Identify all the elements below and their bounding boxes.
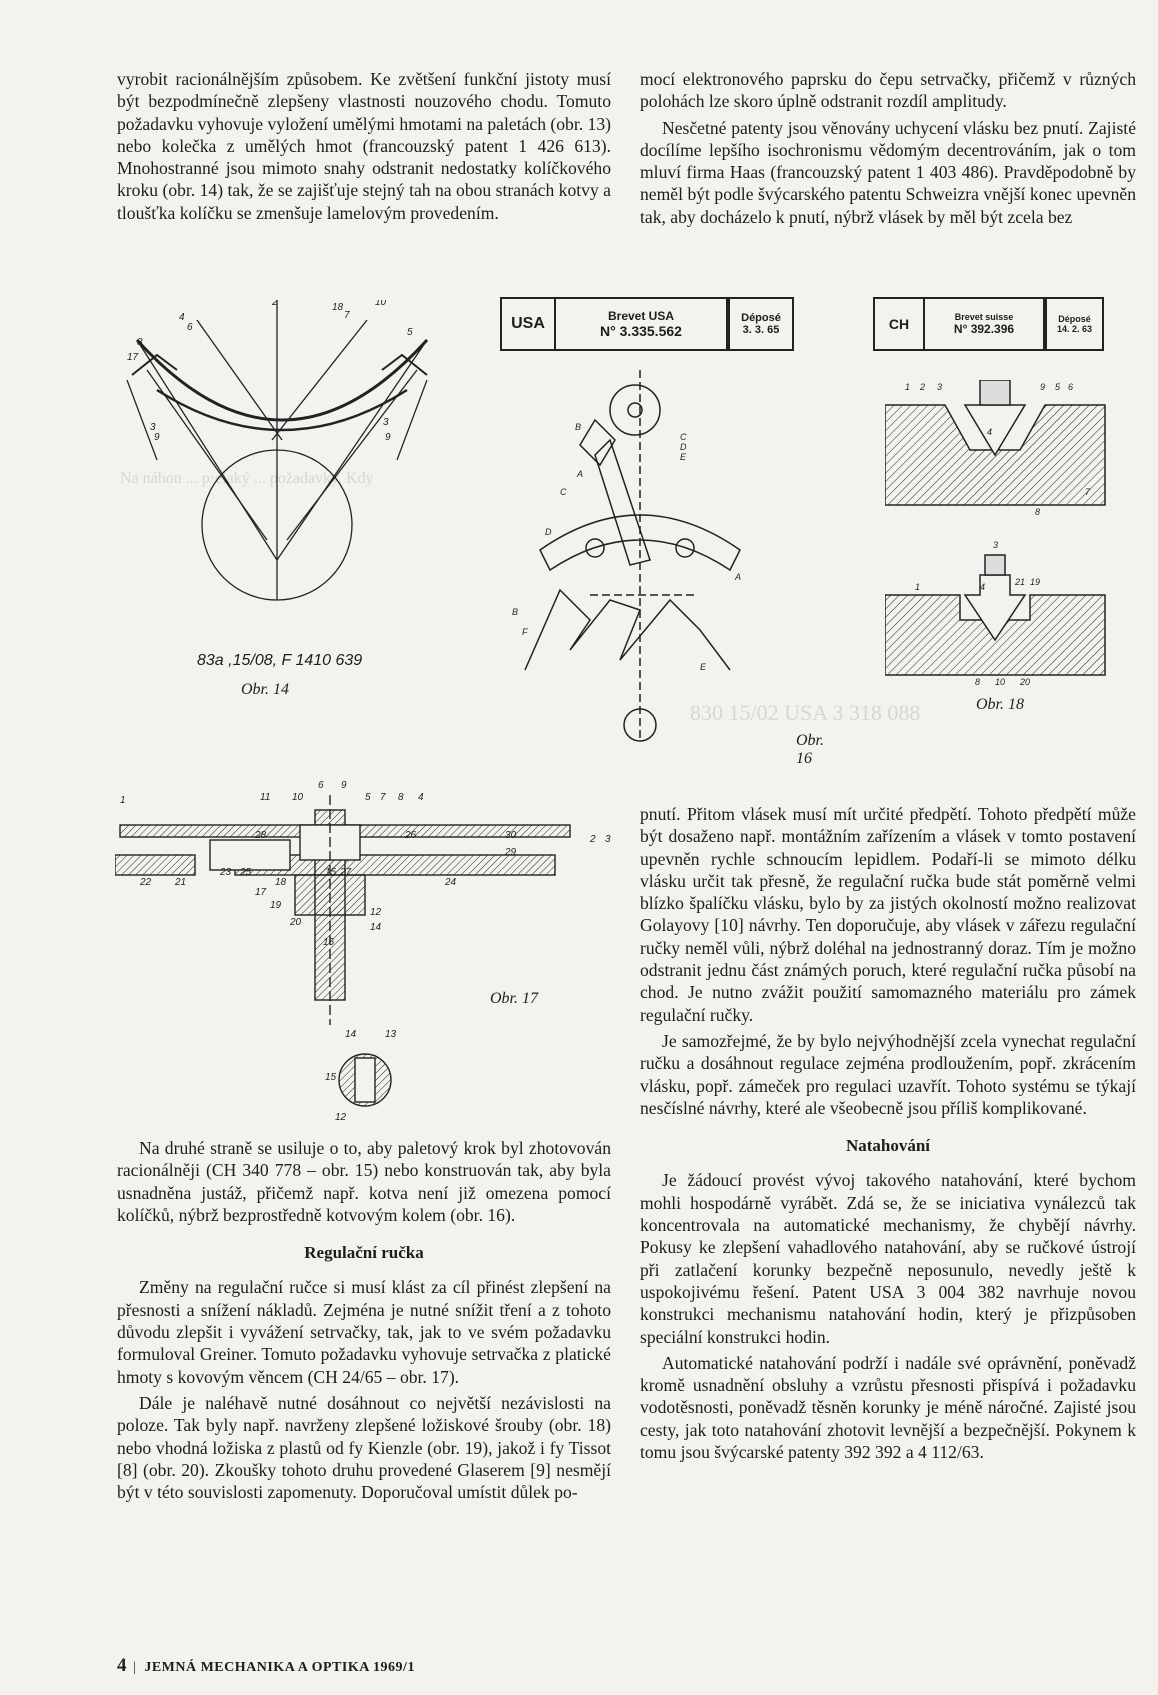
svg-text:20: 20 <box>1020 677 1031 687</box>
svg-text:E: E <box>700 662 707 672</box>
svg-text:26: 26 <box>405 830 417 841</box>
paragraph: mocí elektronového paprsku do čepu setrvačky, přičemž v různých polohách lze skoro úplně odstranit rozdíl amplitudy. <box>640 69 1136 112</box>
patent-date-cell <box>730 299 792 349</box>
section-heading: Regulační ručka <box>304 1243 424 1263</box>
figure-18 <box>885 380 1115 720</box>
figure-17 <box>115 775 625 1125</box>
page-footer <box>117 1655 415 1677</box>
svg-text:6: 6 <box>1068 382 1074 392</box>
figure-18-drawing <box>885 380 1115 700</box>
figure-18-caption: Obr. 18 <box>976 696 1025 713</box>
svg-text:C: C <box>560 487 567 497</box>
svg-text:3: 3 <box>605 834 611 845</box>
svg-text:7: 7 <box>380 792 386 803</box>
svg-text:3: 3 <box>383 417 389 428</box>
svg-text:6: 6 <box>187 322 193 333</box>
figure-14 <box>117 300 447 700</box>
figure-17-caption: Obr. 17 <box>490 990 539 1007</box>
svg-text:9: 9 <box>341 780 347 791</box>
svg-text:E: E <box>680 452 687 462</box>
figure-16-caption: Obr. 16 <box>796 732 825 767</box>
svg-text:5: 5 <box>1055 382 1061 392</box>
paragraph: pnutí. Přitom vlásek musí mít určité předpětí. Tohoto předpětí může být dosaženo např. montážním zařízením a vlásek v tomto postavení upevněn rychle schnoucím lepidlem. Podaří-li se mimoto délku vlásku určit tak přesně, že regulační ručka bude stát poměrně velmi blízko špalíčku vlásku, bylo by za jistých okolností možno realizovat Golayovy [10] návrhy. Ten doporučuje, aby vlásek v zářezu regulační ručky neměl vůli, nýbrž doléhal na jednostranný doraz. Tím je možno odstranit jednu část známých poruch, které regulační ručka působí na chod. Je nutno zvážit použití samomazného materiálu pro zámek regulační ručky. <box>640 804 1136 1025</box>
paragraph: Nesčetné patenty jsou věnovány uchycení vlásku bez pnutí. Zajisté docílíme lepšího isochronismu vědomým decentrováním, jak o tom mluví firma Haas (francouzský patent 1 403 486). Pravděpodobně by neměl být podle švýcarského patentu Schweizra vnější konec upevněn tak, aby docházelo k pnutí, nýbrž vlásek by měl být zcela bez <box>640 117 1136 227</box>
svg-text:18: 18 <box>275 877 287 888</box>
left-top-column <box>117 68 611 224</box>
svg-text:15: 15 <box>325 867 337 878</box>
svg-text:6: 6 <box>318 780 324 791</box>
svg-text:4: 4 <box>987 427 993 437</box>
svg-text:20: 20 <box>290 917 302 928</box>
svg-text:10: 10 <box>375 300 387 308</box>
svg-text:5: 5 <box>407 327 413 338</box>
figure-16 <box>500 370 825 780</box>
figure-14-code: 83a ,15/08, F 1410 639 <box>197 652 363 669</box>
svg-text:D: D <box>545 527 552 537</box>
svg-text:7: 7 <box>1085 487 1091 497</box>
patent-label: Brevet suisse <box>954 312 1014 322</box>
svg-text:22: 22 <box>140 877 152 888</box>
patent-date-cell <box>1047 299 1102 349</box>
patent-number: N° 392.396 <box>953 322 1015 336</box>
svg-text:4: 4 <box>980 582 986 592</box>
svg-text:29: 29 <box>505 847 517 858</box>
svg-text:8: 8 <box>137 337 143 348</box>
svg-text:8: 8 <box>1035 507 1041 517</box>
left-bottom-column <box>117 1137 611 1503</box>
patent-date: 3. 3. 65 <box>742 324 780 336</box>
patent-box-usa <box>500 297 794 351</box>
svg-text:12: 12 <box>335 1112 347 1123</box>
svg-text:10: 10 <box>292 792 304 803</box>
svg-text:3: 3 <box>993 540 999 550</box>
svg-text:2: 2 <box>272 300 278 308</box>
svg-text:B: B <box>575 422 582 432</box>
svg-text:8: 8 <box>398 792 404 803</box>
svg-text:1: 1 <box>905 382 911 392</box>
footer-divider: | <box>133 1660 137 1675</box>
svg-text:16: 16 <box>323 937 335 948</box>
svg-text:4: 4 <box>418 792 424 803</box>
svg-text:25: 25 <box>240 867 252 878</box>
svg-text:1: 1 <box>915 582 921 592</box>
patent-label: Brevet USA <box>607 309 675 323</box>
paragraph: Je samozřejmé, že by bylo nejvýhodnější zcela vynechat regulační ručku a dosáhnout regulace zejména prodloužením, popř. zkrácením vlásku, popř. zámeček pro regulaci uzavřít. Tohoto systému se týkají nesčíslné návrhy, které ale všeobecně jsou příliš komplikované. <box>640 1030 1136 1118</box>
svg-text:3: 3 <box>150 422 156 433</box>
svg-text:A: A <box>577 469 584 479</box>
svg-text:10: 10 <box>995 677 1006 687</box>
svg-text:11: 11 <box>260 792 271 803</box>
patent-country: USA <box>502 299 556 349</box>
right-top-column <box>640 68 1136 228</box>
svg-text:D: D <box>680 442 687 452</box>
svg-text:27: 27 <box>340 867 352 878</box>
svg-text:13: 13 <box>385 1029 397 1040</box>
patent-date-label: Déposé <box>741 312 781 324</box>
paragraph: vyrobit racionálnějším způsobem. Ke zvětšení funkční jistoty musí být bezpodmínečně zlepšeny vlastnosti nouzového chodu. Tomuto požadavku vyhovuje vyložení umělými hmotami na paletách (obr. 13) nebo kolečka z umělých hmot (francouzský patent 1 426 613). Mnohostranné jsou mimoto snahy odstranit nedostatky kolíčkového kroku (obr. 14) tak, že se zajišťuje stejný tah na obou stranách kotvy a tloušťka kolíčku se zmenšuje lamelovým provedením. <box>117 69 611 223</box>
svg-text:C: C <box>680 432 687 442</box>
svg-text:4: 4 <box>179 312 185 323</box>
svg-text:15: 15 <box>325 1072 337 1083</box>
svg-text:B: B <box>512 607 519 617</box>
svg-text:28: 28 <box>255 830 267 841</box>
patent-number-cell <box>925 299 1047 349</box>
patent-box-ch <box>873 297 1104 351</box>
svg-text:8: 8 <box>975 677 981 687</box>
svg-text:18: 18 <box>332 302 344 313</box>
paragraph: Dále je naléhavě nutné dosáhnout co největší nezávislosti na poloze. Tak byly např. navrženy zlepšené ložiskové šrouby (obr. 18) nebo vhodná ložiska z plastů od fy Kienzle (obr. 19), jakož i fy Tissot [8] (obr. 20). Zkoušky tohoto druhu provedené Glaserem [9] nesmějí být v této souvislosti zapomenuty. Doporučoval umístit důlek po- <box>117 1392 611 1503</box>
right-bottom-column <box>640 803 1136 1463</box>
paragraph: Automatické natahování podrží i nadále své oprávnění, poněvadž kromě usnadnění obsluhy a vzrůstu přesnosti přispívá i požadavku vodotěsnosti, poněvadž těsněn korunky je méně náročné. Zajisté jsou cesty, jak toto natahování zhotovit levnější a bezpečnější. Pokynem k tomu jsou švýcarské patenty 392 392 a 4 112/63. <box>640 1352 1136 1463</box>
svg-text:21: 21 <box>1015 577 1026 587</box>
svg-text:24: 24 <box>445 877 457 888</box>
svg-text:12: 12 <box>370 907 382 918</box>
paragraph: Na druhé straně se usiluje o to, aby paletový krok byl zhotovován racionálněji (CH 340 778 – obr. 15) nebo konstruován tak, aby byla usnadněna justáž, přičemž např. kotva není již omezena pomocí kolíčků, nýbrž bezprostředně kotvovým kolem (obr. 16). <box>117 1138 611 1225</box>
svg-text:19: 19 <box>1030 577 1041 587</box>
svg-text:14: 14 <box>370 922 382 933</box>
paragraph: Je žádoucí provést vývoj takového natahování, které bychom mohli hospodárně vyrábět. Zdá se, že se iniciativa vynálezců tak koncentrovala na automatické mechanismy, že chybějí návrhy. Pokusy ke zlepšení vahadlového natahování, aby se ručkové ústrojí při zatlačení korunky bezpečně neposunulo, nevedly ještě k uspokojivému řešení. Patent USA 3 004 382 navrhuje novou konstrukci mechanismu natahování hodin, který je přizpůsoben speciální konstrukci hodin. <box>640 1170 1136 1347</box>
paragraph: Změny na regulační ručce si musí klást za cíl přinést zlepšení na přesnosti a snížení nákladů. Zejména je nutné snížit tření a z tohoto důvodu zlepšit i vyvážení setrvačky, tak, jak to ve svém požadavku formuloval Greiner. Tomuto požadavku vyhovuje setrvačka z platické hmoty s kovovým věncem (CH 24/65 – obr. 17). <box>117 1277 611 1387</box>
svg-text:30: 30 <box>505 830 517 841</box>
svg-text:7: 7 <box>344 310 350 321</box>
patent-country: CH <box>875 299 925 349</box>
svg-text:23: 23 <box>220 867 232 878</box>
section-heading: Natahování <box>845 1136 931 1156</box>
svg-text:5: 5 <box>365 792 371 803</box>
figure-17-drawing <box>115 775 625 1125</box>
figure-16-drawing <box>500 370 750 760</box>
patent-number: N° 3.335.562 <box>600 323 682 339</box>
svg-text:21: 21 <box>175 877 187 888</box>
svg-text:A: A <box>735 572 742 582</box>
svg-text:2: 2 <box>920 382 926 392</box>
svg-text:F: F <box>522 627 528 637</box>
svg-text:19: 19 <box>270 900 282 911</box>
patent-date: 14. 2. 63 <box>1056 324 1093 334</box>
svg-text:17: 17 <box>255 887 267 898</box>
svg-text:2: 2 <box>590 834 596 845</box>
figure-14-drawing <box>117 300 447 660</box>
journal-name: JEMNÁ MECHANIKA A OPTIKA 1969/1 <box>144 1660 415 1675</box>
svg-text:1: 1 <box>120 795 126 806</box>
svg-text:3: 3 <box>937 382 943 392</box>
svg-text:14: 14 <box>345 1029 357 1040</box>
page-number: 4 <box>117 1655 127 1676</box>
svg-text:17: 17 <box>127 352 139 363</box>
figure-14-caption: Obr. 14 <box>241 681 290 698</box>
svg-text:9: 9 <box>154 432 160 443</box>
patent-number-cell <box>556 299 730 349</box>
svg-text:9: 9 <box>385 432 391 443</box>
svg-text:9: 9 <box>1040 382 1046 392</box>
patent-date-label: Déposé <box>1058 314 1091 324</box>
